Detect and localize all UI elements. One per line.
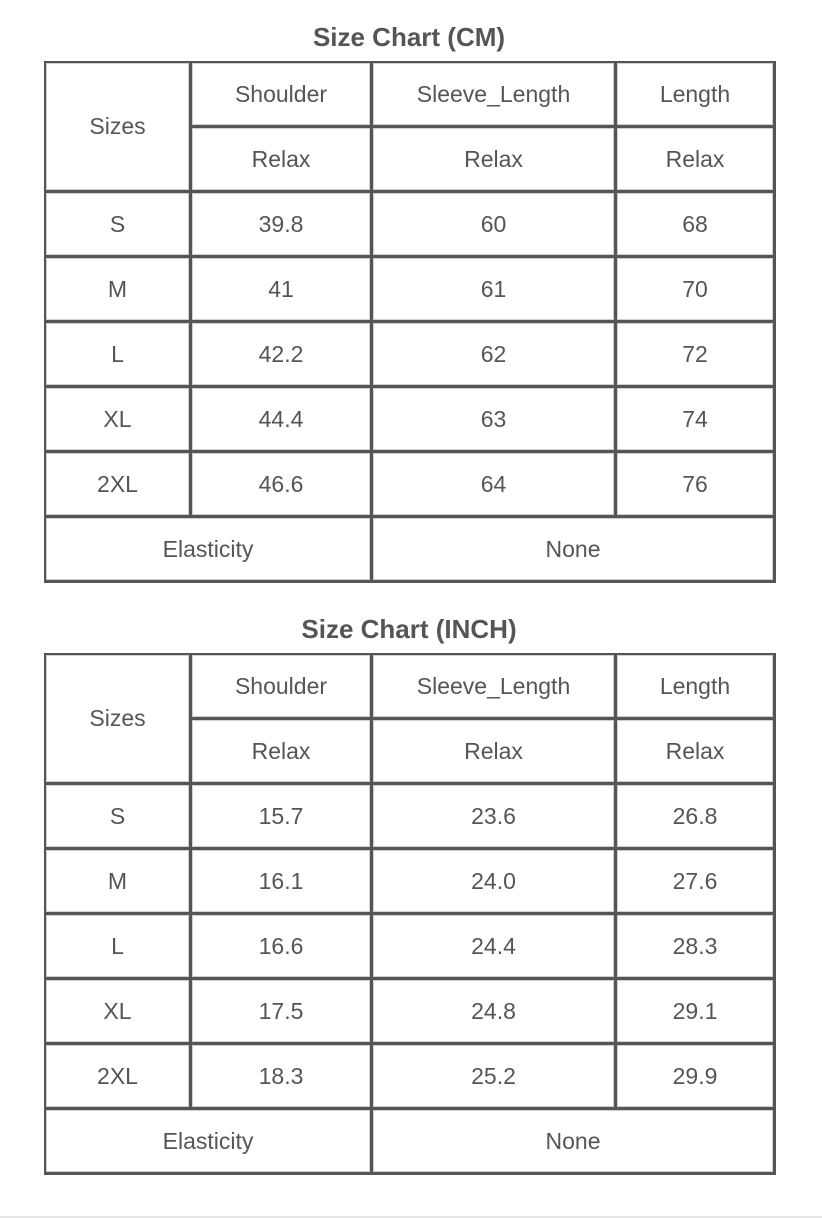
table-row: [46, 453, 776, 518]
size-label-cell: M: [46, 258, 192, 323]
table-row: [46, 785, 776, 850]
subheader-cell: Relax: [617, 720, 776, 785]
size-label-cell: L: [46, 915, 192, 980]
table-row: [46, 323, 776, 388]
size-table-cm: [44, 61, 776, 583]
size-table-inch: [44, 653, 776, 1175]
size-label-cell: XL: [46, 980, 192, 1045]
header-row: [46, 655, 776, 720]
size-label-cell: 2XL: [46, 1045, 192, 1110]
size-label-cell: M: [46, 850, 192, 915]
table-row: [46, 258, 776, 323]
subheader-cell: Relax: [192, 720, 373, 785]
value-cell: 29.1: [617, 980, 776, 1045]
value-cell: 64: [373, 453, 617, 518]
value-cell: 72: [617, 323, 776, 388]
column-header-length: Length: [617, 63, 776, 128]
table-row: [46, 850, 776, 915]
value-cell: 26.8: [617, 785, 776, 850]
footer-row: [46, 1110, 776, 1175]
value-cell: 23.6: [373, 785, 617, 850]
value-cell: 46.6: [192, 453, 373, 518]
value-cell: 29.9: [617, 1045, 776, 1110]
column-header-shoulder: Shoulder: [192, 63, 373, 128]
column-header-length: Length: [617, 655, 776, 720]
size-label-cell: XL: [46, 388, 192, 453]
chart-title-cm: Size Chart (CM): [312, 22, 506, 52]
value-cell: 44.4: [192, 388, 373, 453]
value-cell: 17.5: [192, 980, 373, 1045]
sizes-header-cell: Sizes: [46, 63, 192, 193]
value-cell: 25.2: [373, 1045, 617, 1110]
value-cell: 63: [373, 388, 617, 453]
table-row: [46, 193, 776, 258]
sizes-header-cell: Sizes: [46, 655, 192, 785]
elasticity-value-cell: None: [373, 1110, 776, 1175]
value-cell: 28.3: [617, 915, 776, 980]
value-cell: 41: [192, 258, 373, 323]
value-cell: 61: [373, 258, 617, 323]
value-cell: 27.6: [617, 850, 776, 915]
value-cell: 24.0: [373, 850, 617, 915]
value-cell: 62: [373, 323, 617, 388]
value-cell: 70: [617, 258, 776, 323]
value-cell: 42.2: [192, 323, 373, 388]
value-cell: 16.6: [192, 915, 373, 980]
size-label-cell: S: [46, 193, 192, 258]
table-row: [46, 915, 776, 980]
elasticity-label-cell: Elasticity: [46, 1110, 373, 1175]
value-cell: 60: [373, 193, 617, 258]
column-header-sleeve-length: Sleeve_Length: [373, 63, 617, 128]
subheader-cell: Relax: [192, 128, 373, 193]
size-label-cell: L: [46, 323, 192, 388]
subheader-cell: Relax: [617, 128, 776, 193]
elasticity-label-cell: Elasticity: [46, 518, 373, 583]
column-header-sleeve-length: Sleeve_Length: [373, 655, 617, 720]
value-cell: 16.1: [192, 850, 373, 915]
header-row: [46, 63, 776, 128]
subheader-cell: Relax: [373, 720, 617, 785]
size-label-cell: S: [46, 785, 192, 850]
table-row: [46, 1045, 776, 1110]
value-cell: 24.4: [373, 915, 617, 980]
table-row: [46, 980, 776, 1045]
value-cell: 76: [617, 453, 776, 518]
elasticity-value-cell: None: [373, 518, 776, 583]
subheader-cell: Relax: [373, 128, 617, 193]
value-cell: 24.8: [373, 980, 617, 1045]
value-cell: 39.8: [192, 193, 373, 258]
value-cell: 68: [617, 193, 776, 258]
column-header-shoulder: Shoulder: [192, 655, 373, 720]
table-row: [46, 388, 776, 453]
chart-title-inch: Size Chart (INCH): [301, 614, 517, 644]
footer-row: [46, 518, 776, 583]
value-cell: 18.3: [192, 1045, 373, 1110]
value-cell: 15.7: [192, 785, 373, 850]
size-label-cell: 2XL: [46, 453, 192, 518]
value-cell: 74: [617, 388, 776, 453]
